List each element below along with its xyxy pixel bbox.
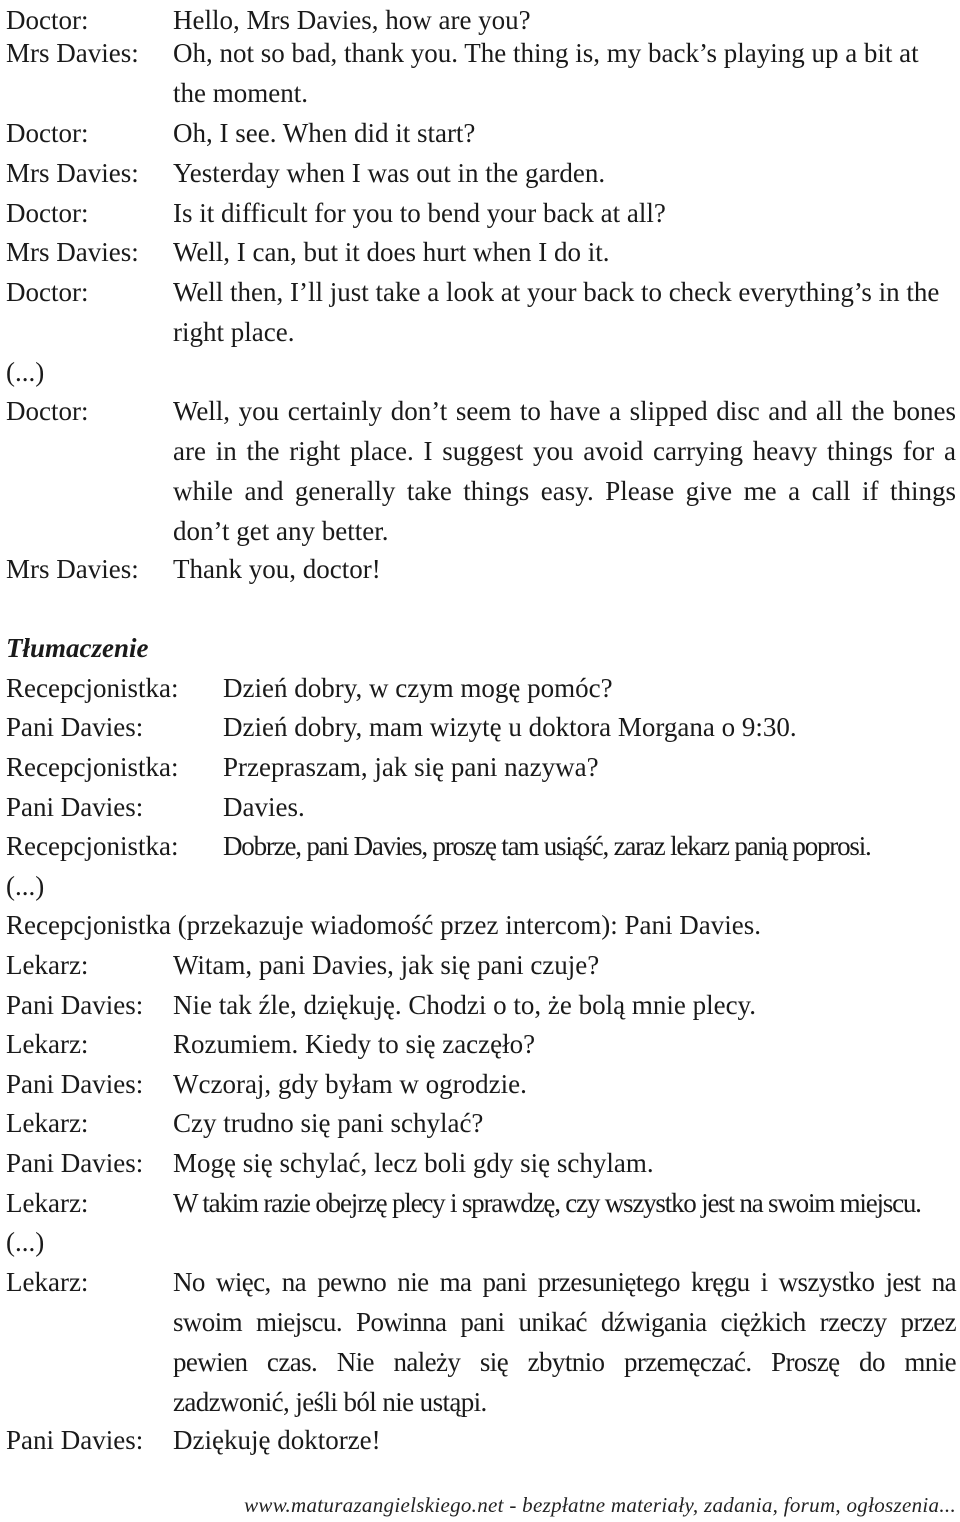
line-text: Oh, not so bad, thank you. The thing is, my back’s playing up a bit at the moment. xyxy=(173,38,919,108)
line-text: Well, you certainly don’t seem to have a slipped disc and all the bones are in the right place. I suggest you avoid carrying heavy things for a while and generally take things easy. Please give me a call if things don’t get any better. xyxy=(173,396,956,546)
speaker-label: Lekarz: xyxy=(6,1188,89,1218)
speaker-label: Mrs Davies: xyxy=(6,237,139,267)
line-text: Witam, pani Davies, jak się pani czuje? xyxy=(173,950,600,980)
speaker-label: Mrs Davies: xyxy=(6,554,139,584)
line-text: Thank you, doctor! xyxy=(173,554,381,584)
line-text: Well, I can, but it does hurt when I do it. xyxy=(173,237,610,267)
line-text: Przepraszam, jak się pani nazywa? xyxy=(223,752,599,782)
dialogue-line xyxy=(6,549,956,589)
line-text: Hello, Mrs Davies, how are you? xyxy=(173,5,531,35)
speaker-label: Pani Davies: xyxy=(6,1148,144,1178)
speaker-label: Lekarz: xyxy=(6,1267,89,1297)
translation-line xyxy=(6,826,956,866)
line-text: No więc, na pewno nie ma pani przesuniętego kręgu i wszystko jest na swoim miejscu. Powinna pani unikać dźwigania ciężkich rzeczy przez pewien czas. Nie należy się zbytnio przemęczać. Proszę do mnie zadzwonić, jeśli ból nie ustąpi. xyxy=(173,1267,956,1417)
line-text: W takim razie obejrzę plecy i sprawdzę, czy wszystko jest na swoim miejscu. xyxy=(173,1188,921,1218)
translation-line xyxy=(6,747,956,787)
dialogue-line xyxy=(6,232,956,272)
speaker-label: Lekarz: xyxy=(6,1108,89,1138)
speaker-label: Pani Davies: xyxy=(6,1069,144,1099)
translation-line xyxy=(6,1420,956,1460)
dialogue-line xyxy=(6,193,956,233)
translation-line xyxy=(6,905,956,945)
line-text: Wczoraj, gdy byłam w ogrodzie. xyxy=(173,1069,527,1099)
speaker-label: Lekarz: xyxy=(6,1029,89,1059)
translation-line xyxy=(6,1103,956,1143)
translation-line xyxy=(6,985,956,1025)
speaker-label: Doctor: xyxy=(6,277,89,307)
speaker-label: Pani Davies: xyxy=(6,712,144,742)
ellipsis-text: (...) xyxy=(6,357,45,387)
ellipsis-marker xyxy=(6,352,956,392)
speaker-label: Mrs Davies: xyxy=(6,158,139,188)
dialogue-line xyxy=(6,33,956,113)
line-text: Davies. xyxy=(223,792,305,822)
ellipsis-marker xyxy=(6,1222,956,1262)
speaker-label: Mrs Davies: xyxy=(6,38,139,68)
speaker-label: Doctor: xyxy=(6,396,89,426)
line-text: Well then, I’ll just take a look at your back to check everything’s in the right place. xyxy=(173,277,940,347)
speaker-label: Recepcjonistka: xyxy=(6,831,179,861)
translation-line xyxy=(6,1064,956,1104)
line-text: Recepcjonistka (przekazuje wiadomość przez intercom): Pani Davies. xyxy=(6,910,761,940)
line-text: Oh, I see. When did it start? xyxy=(173,118,476,148)
translation-line xyxy=(6,787,956,827)
translation-line xyxy=(6,1024,956,1064)
dialogue-line xyxy=(6,272,956,352)
translation-heading: Tłumaczenie xyxy=(6,633,149,663)
line-text: Mogę się schylać, lecz boli gdy się schylam. xyxy=(173,1148,654,1178)
speaker-label: Recepcjonistka: xyxy=(6,752,179,782)
speaker-label: Pani Davies: xyxy=(6,990,144,1020)
line-text: Yesterday when I was out in the garden. xyxy=(173,158,606,188)
line-text: Is it difficult for you to bend your back at all? xyxy=(173,198,666,228)
line-text: Dzień dobry, mam wizytę u doktora Morgana o 9:30. xyxy=(223,712,797,742)
ellipsis-marker xyxy=(6,866,956,906)
dialogue-line xyxy=(6,391,956,551)
speaker-label: Pani Davies: xyxy=(6,792,144,822)
ellipsis-text: (...) xyxy=(6,1227,45,1257)
translation-line xyxy=(6,1262,956,1422)
translation-line xyxy=(6,945,956,985)
speaker-label: Recepcjonistka: xyxy=(6,673,179,703)
translation-line xyxy=(6,1183,956,1223)
translation-line xyxy=(6,668,956,708)
speaker-label: Lekarz: xyxy=(6,950,89,980)
speaker-label: Doctor: xyxy=(6,118,89,148)
dialogue-line xyxy=(6,113,956,153)
ellipsis-text: (...) xyxy=(6,871,45,901)
footer-website: www.maturazangielskiego.net - bezpłatne materiały, zadania, forum, ogłoszenia... xyxy=(244,1493,956,1517)
line-text: Dziękuję doktorze! xyxy=(173,1425,381,1455)
speaker-label: Doctor: xyxy=(6,198,89,228)
speaker-label: Pani Davies: xyxy=(6,1425,144,1455)
line-text: Nie tak źle, dziękuję. Chodzi o to, że bolą mnie plecy. xyxy=(173,990,757,1020)
speaker-label: Doctor: xyxy=(6,5,89,35)
translation-line xyxy=(6,707,956,747)
line-text: Rozumiem. Kiedy to się zaczęło? xyxy=(173,1029,536,1059)
line-text: Dzień dobry, w czym mogę pomóc? xyxy=(223,673,613,703)
translation-line xyxy=(6,1143,956,1183)
dialogue-line xyxy=(6,153,956,193)
line-text: Czy trudno się pani schylać? xyxy=(173,1108,484,1138)
line-text: Dobrze, pani Davies, proszę tam usiąść, zaraz lekarz panią poprosi. xyxy=(223,831,871,861)
